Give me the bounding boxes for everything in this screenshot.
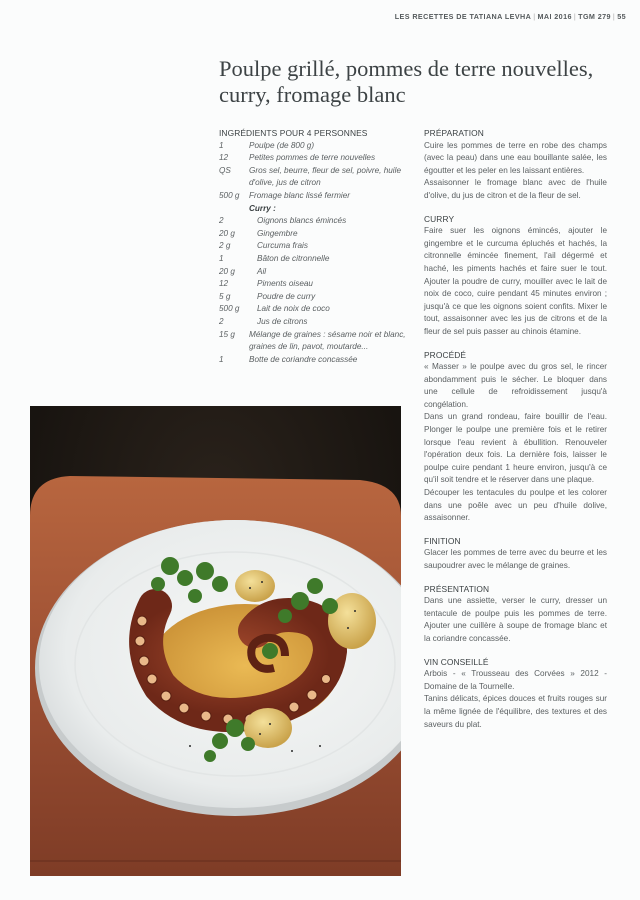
ingredient-quantity: 2 [219,316,224,326]
step-section [424,535,607,573]
step-paragraph: Tanins délicats, épices douces et fruits rouges sur la même lignée de l'équilibre, des textures et des saveurs du plat. [424,694,607,729]
section-name: LES RECETTES DE TATIANA LEVHA [394,12,532,21]
step-heading: CURRY [424,213,455,224]
step-section [424,213,607,339]
ingredient-row [219,215,409,228]
ingredient-name: Gros sel, beurre, fleur de sel, poivre, huile d'olive, jus de citron [249,165,401,188]
ingredient-quantity: 500 g [219,304,240,314]
separator: | [533,12,536,21]
ingredient-row [219,190,409,203]
ingredients-list [219,127,409,366]
step-section [424,656,607,732]
octopus-dish-illustration [30,406,401,876]
ingredient-row [219,253,409,266]
ingredient-quantity: 2 [219,216,224,226]
ingredient-quantity: 20 g [219,266,235,276]
step-paragraph: Assaisonner le fromage blanc avec de l'huile d'olive, du jus de citron et de la fleur de sel. [424,178,607,200]
ingredient-quantity: 1 [219,253,224,263]
dish-photo [30,406,401,876]
ingredient-name: Oignons blancs émincés [257,216,347,226]
ingredient-name: Poudre de curry [257,291,316,301]
ingredients-heading: INGRÉDIENTS POUR 4 PERSONNES [219,128,368,138]
recipe-title [219,56,619,108]
ingredient-row [219,329,409,354]
ingredient-name: Piments oiseau [257,279,313,289]
ingredient-quantity: 2 g [219,241,231,251]
ingredient-name: Gingembre [257,228,298,238]
step-paragraph: Glacer les pommes de terre avec du beurre et les saupoudrer avec le mélange de graines. [424,548,607,570]
step-paragraph: Dans un grand rondeau, faire bouillir de l'eau. Plonger le poulpe une première fois et le retirer lorsque l'eau revient à ébullition. Renouveler l'opération deux fois. La dernière fois, laisser le poulpe cuire pendant 1 heure environ, jusqu'à ce qu'il soit tendre et le réserver dans une plaque. [424,412,607,485]
ingredient-name: Mélange de graines : sésame noir et blanc, graines de lin, pavot, moutarde... [249,329,406,352]
ingredient-row [219,316,409,329]
title-line-2: curry, fromage blanc [219,82,406,107]
curry-subheading: Curry : [249,203,276,213]
ingredient-row [219,291,409,304]
running-header [395,12,626,21]
ingredient-quantity: 1 [219,140,224,150]
title-line-1: Poulpe grillé, pommes de terre nouvelles, [219,56,594,81]
ingredient-quantity: 1 [219,354,224,364]
ingredient-quantity: 5 g [219,291,231,301]
ingredient-row [219,228,409,241]
step-heading: FINITION [424,535,461,546]
ingredient-name: Curcuma frais [257,241,308,251]
ingredient-quantity: 12 [219,279,229,289]
ingredient-quantity: 500 g [219,190,240,200]
ingredient-name: Fromage blanc lissé fermier [249,190,351,200]
ingredient-row [219,140,409,153]
ingredient-name: Bâton de citronnelle [257,253,330,263]
ingredient-name: Ail [257,266,267,276]
step-paragraph: Dans une assiette, verser le curry, dresser un tentacule de poulpe puis les pommes de terre. Ajouter une cuillère à soupe de fromage blanc et la coriandre concassée. [424,596,607,643]
ingredient-name: Poulpe (de 800 g) [249,140,315,150]
step-section [424,349,607,525]
step-paragraph: Faire suer les oignons émincés, ajouter le gingembre et le curcuma épluchés et hachés, la citronnelle émincée finement, l'ail dégermé et haché, les piments hachés et faire suer le tout. Ajouter la poudre de curry, mouiller avec le lait de noix de coco, cuire pendant 45 minutes environ ; jusqu'à ce que les oignons soient confits. Mixer le tout, assaisonner avec les jus de citrons et de la fleur de sel puis passer au chinois étamine. [424,226,607,336]
separator: | [573,12,577,21]
step-section [424,583,607,646]
ingredient-name: Lait de noix de coco [257,304,330,314]
ingredient-name: Botte de coriandre concassée [249,354,358,364]
ingredient-name: Jus de citrons [257,316,308,326]
ingredient-row [219,152,409,165]
step-paragraph: Arbois - « Trousseau des Corvées » 2012 - Domaine de la Tournelle. [424,669,607,691]
ingredient-quantity: QS [219,165,231,175]
step-heading: PRÉPARATION [424,128,484,138]
step-paragraph: « Masser » le poulpe avec du gros sel, le rincer abondamment puis le sécher. Le bloquer dans une cellule de refroidissement jusqu'à congélation. [424,362,607,409]
step-paragraph: Découper les tentacules du poulpe et les colorer dans une poêle avec un peu d'huile dolive, assaisonner. [424,488,607,523]
page-number: 55 [617,12,626,21]
step-heading: PROCÉDÉ [424,349,467,360]
step-heading: PRÉSENTATION [424,583,490,594]
recipe-steps [424,127,607,741]
ingredient-row [219,303,409,316]
ingredient-quantity: 12 [219,153,229,163]
ingredient-name: Petites pommes de terre nouvelles [249,153,376,163]
ingredient-row [219,165,409,190]
ingredient-row [219,240,409,253]
ingredient-quantity: 20 g [219,228,235,238]
issue-date: MAI 2016 [537,12,572,21]
separator: | [612,12,616,21]
ingredient-quantity: 15 g [219,329,235,339]
ingredient-row [219,278,409,291]
magazine-issue: TGM 279 [578,12,611,21]
step-paragraph: Cuire les pommes de terre en robe des champs (avec la peau) dans une eau bouillante salée, les égoutter et les peler en les laissant entières. [424,140,607,175]
ingredient-row [219,266,409,279]
ingredient-row [219,354,409,367]
step-section [424,127,607,203]
step-heading: VIN CONSEILLÉ [424,656,489,667]
